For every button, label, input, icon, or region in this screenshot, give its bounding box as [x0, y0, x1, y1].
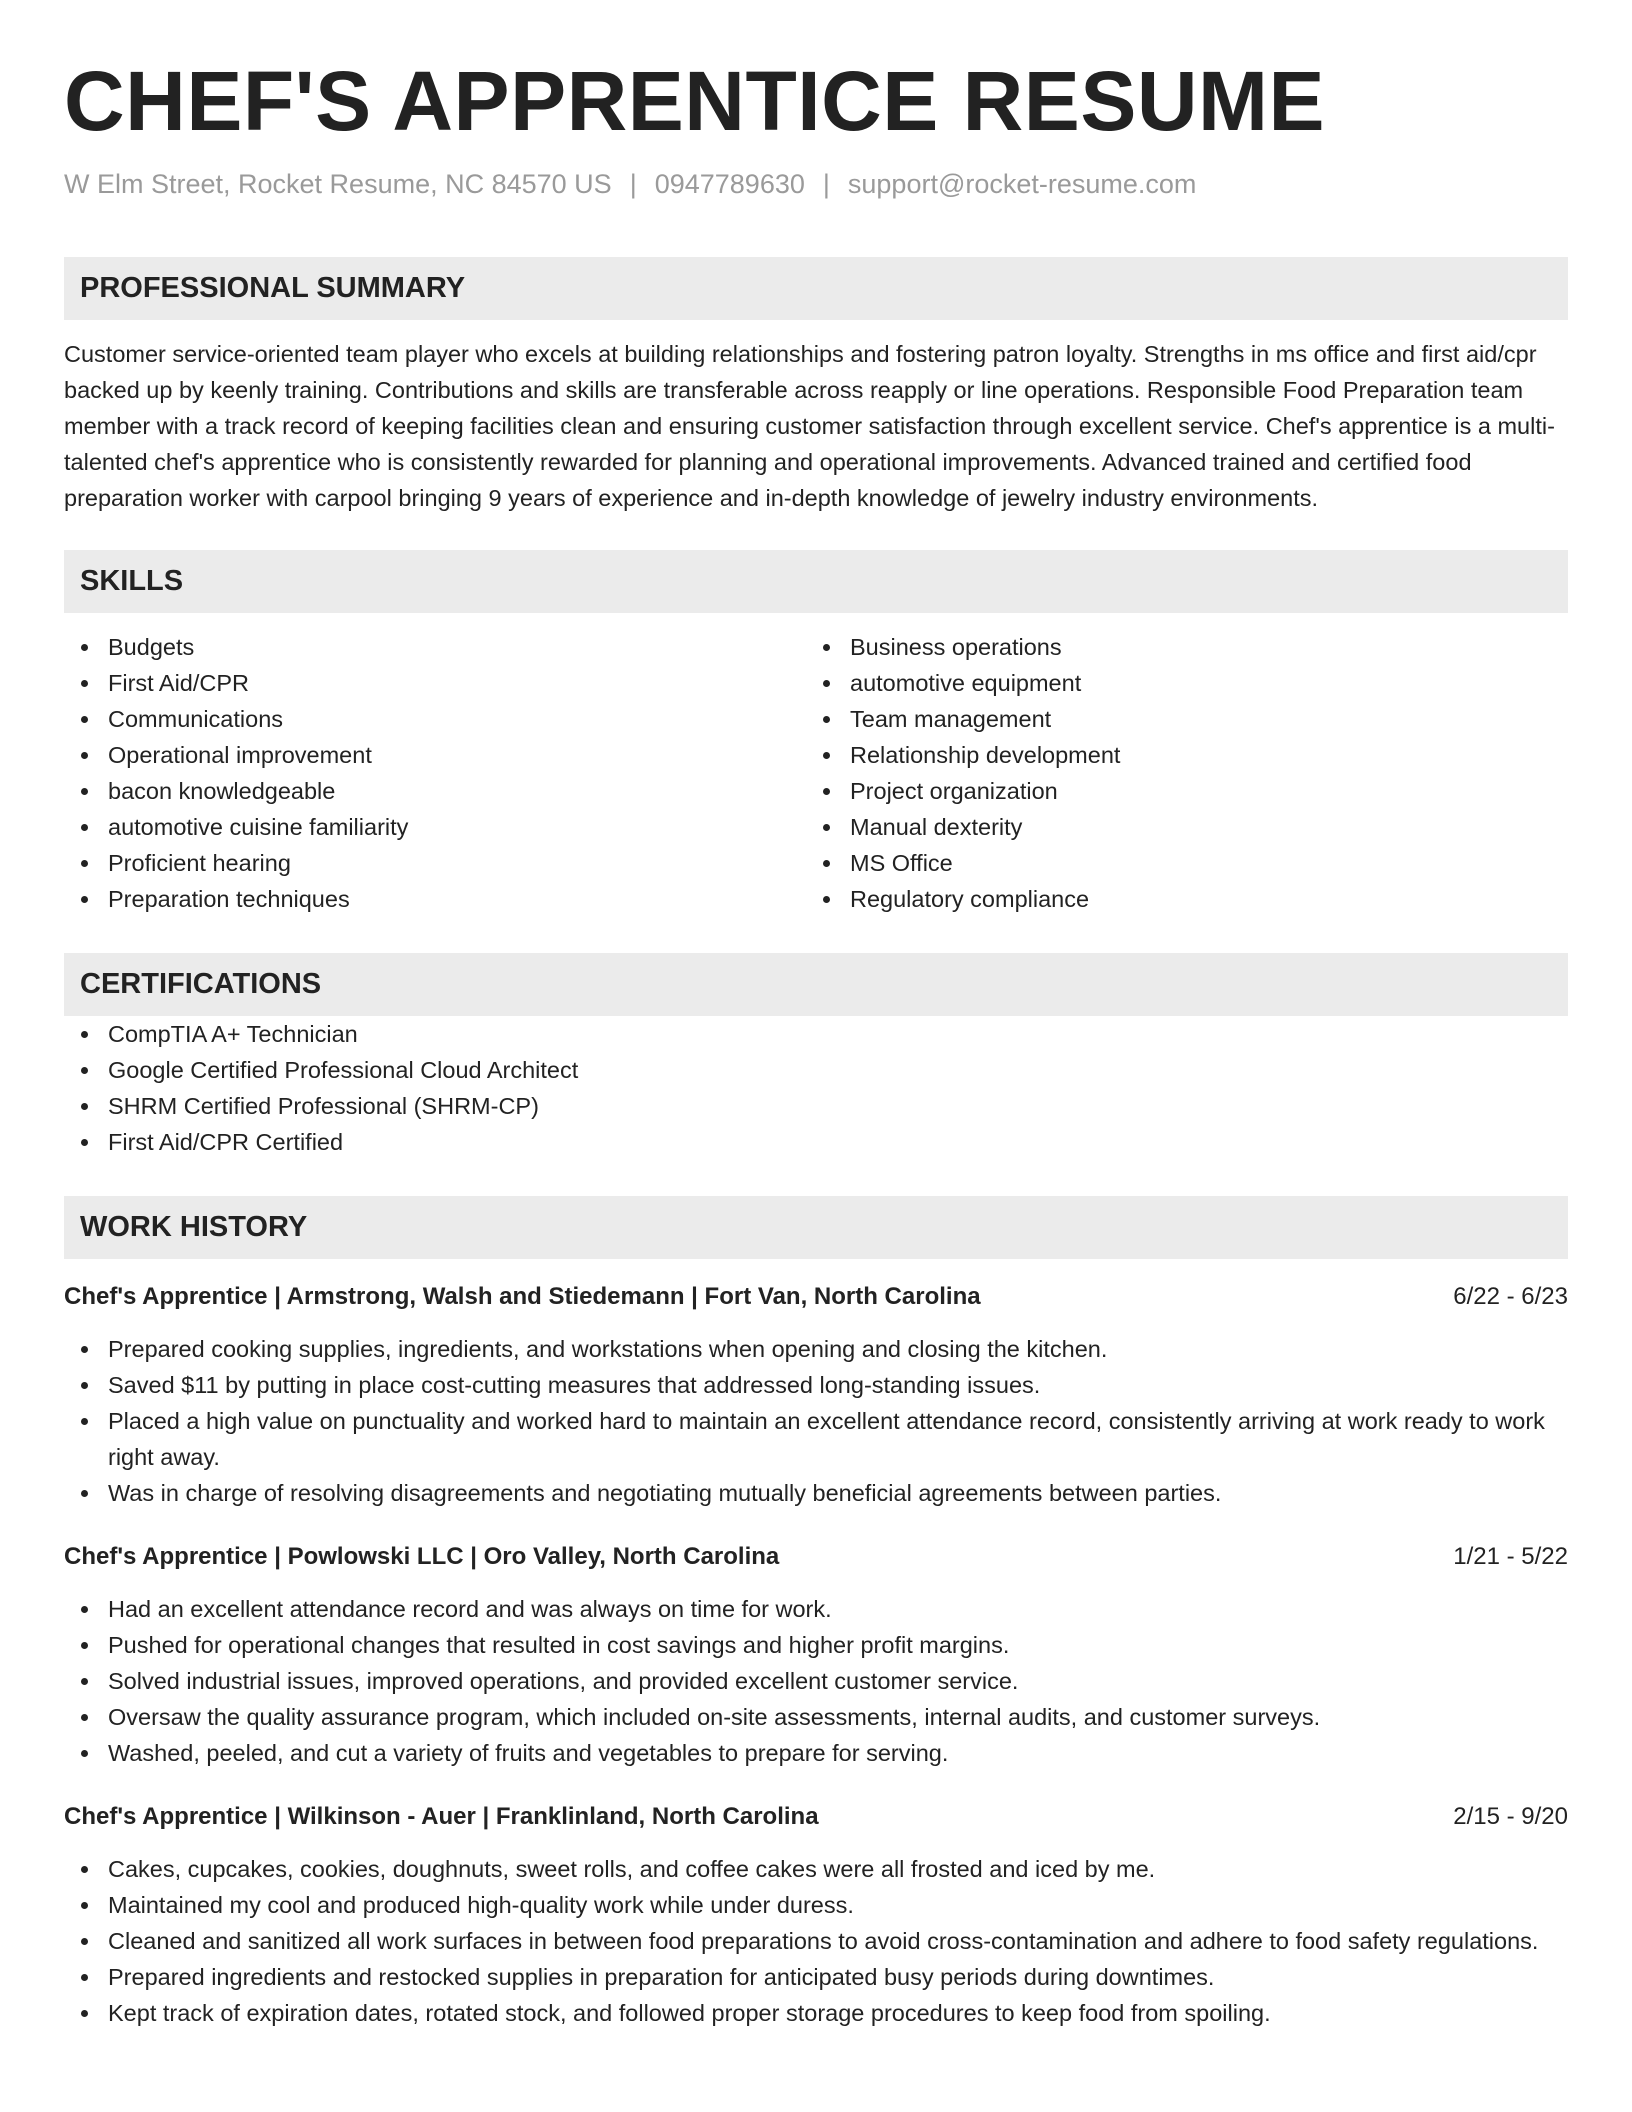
job-duty: Prepared ingredients and restocked supplies in preparation for anticipated busy periods during downtimes.	[64, 1959, 1568, 1995]
job-duty: Kept track of expiration dates, rotated stock, and followed proper storage procedures to keep food from spoiling.	[64, 1995, 1568, 2031]
summary-heading: PROFESSIONAL SUMMARY	[64, 257, 1568, 320]
job-dates: 2/15 - 9/20	[1453, 1803, 1568, 1831]
job-title: Chef's Apprentice | Armstrong, Walsh and Stiedemann | Fort Van, North Carolina	[64, 1283, 981, 1311]
skill-item: automotive equipment	[806, 665, 1548, 701]
contact-address: W Elm Street, Rocket Resume, NC 84570 US	[64, 169, 612, 200]
skills-column-left	[64, 629, 806, 917]
skill-item: Project organization	[806, 773, 1548, 809]
job-entry	[64, 1799, 1568, 2031]
contact-email: support@rocket-resume.com	[847, 169, 1197, 200]
job-duty: Oversaw the quality assurance program, which included on-site assessments, internal audits, and customer surveys.	[64, 1699, 1568, 1735]
skill-item: Budgets	[64, 629, 806, 665]
job-header	[64, 1279, 1568, 1315]
job-duties	[64, 1851, 1568, 2031]
job-duty: Maintained my cool and produced high-quality work while under duress.	[64, 1887, 1568, 1923]
skills-list	[64, 629, 1568, 917]
job-entry	[64, 1279, 1568, 1511]
skill-item: Regulatory compliance	[806, 881, 1548, 917]
work-history-heading: WORK HISTORY	[64, 1196, 1568, 1259]
job-duty: Cakes, cupcakes, cookies, doughnuts, sweet rolls, and coffee cakes were all frosted and iced by me.	[64, 1851, 1568, 1887]
skill-item: Communications	[64, 701, 806, 737]
certification-item: CompTIA A+ Technician	[64, 1016, 1568, 1052]
certification-item: SHRM Certified Professional (SHRM-CP)	[64, 1088, 1568, 1124]
job-duty: Placed a high value on punctuality and worked hard to maintain an excellent attendance record, consistently arriving at work ready to work right away.	[64, 1403, 1568, 1475]
skills-heading: SKILLS	[64, 550, 1568, 613]
job-duty: Was in charge of resolving disagreements and negotiating mutually beneficial agreements between parties.	[64, 1475, 1568, 1511]
job-duty: Had an excellent attendance record and was always on time for work.	[64, 1591, 1568, 1627]
skill-item: automotive cuisine familiarity	[64, 809, 806, 845]
job-duties	[64, 1591, 1568, 1771]
contact-separator: |	[629, 169, 637, 200]
job-dates: 1/21 - 5/22	[1453, 1543, 1568, 1571]
job-entry	[64, 1539, 1568, 1771]
job-duty: Pushed for operational changes that resulted in cost savings and higher profit margins.	[64, 1627, 1568, 1663]
skill-item: Proficient hearing	[64, 845, 806, 881]
job-duty: Solved industrial issues, improved operations, and provided excellent customer service.	[64, 1663, 1568, 1699]
job-dates: 6/22 - 6/23	[1453, 1283, 1568, 1311]
skill-item: First Aid/CPR	[64, 665, 806, 701]
certifications-heading: CERTIFICATIONS	[64, 953, 1568, 1016]
resume-title: CHEF'S APPRENTICE RESUME	[64, 54, 1326, 148]
summary-text: Customer service-oriented team player who excels at building relationships and fostering patron loyalty. Strengths in ms office and first aid/cpr backed up by keenly training. Contributions and skills are transferable across reapply or line operations. Responsible Food Preparation team member with a track record of keeping facilities clean and ensuring customer satisfaction through excellent service. Chef's apprentice is a multi-talented chef's apprentice who is consistently rewarded for planning and operational improvements. Advanced trained and certified food preparation worker with carpool bringing 9 years of experience and in-depth knowledge of jewelry industry environments.	[64, 341, 1555, 512]
job-duty: Prepared cooking supplies, ingredients, and workstations when opening and closing the kitchen.	[64, 1331, 1568, 1367]
work-history-list	[64, 1279, 1568, 2031]
job-duties	[64, 1331, 1568, 1511]
certification-item: First Aid/CPR Certified	[64, 1124, 1568, 1160]
skills-column-right	[806, 629, 1548, 917]
skill-item: Preparation techniques	[64, 881, 806, 917]
skill-item: Team management	[806, 701, 1548, 737]
job-duty: Saved $11 by putting in place cost-cutting measures that addressed long-standing issues.	[64, 1367, 1568, 1403]
skill-item: Manual dexterity	[806, 809, 1548, 845]
skill-item: Business operations	[806, 629, 1548, 665]
contact-separator: |	[822, 169, 830, 200]
job-title: Chef's Apprentice | Wilkinson - Auer | Franklinland, North Carolina	[64, 1803, 819, 1831]
skill-item: Relationship development	[806, 737, 1548, 773]
job-duty: Washed, peeled, and cut a variety of fruits and vegetables to prepare for serving.	[64, 1735, 1568, 1771]
contact-phone: 0947789630	[654, 169, 805, 200]
certification-item: Google Certified Professional Cloud Architect	[64, 1052, 1568, 1088]
job-header	[64, 1799, 1568, 1835]
job-duty: Cleaned and sanitized all work surfaces in between food preparations to avoid cross-contamination and adhere to food safety regulations.	[64, 1923, 1568, 1959]
certifications-list	[64, 1016, 1568, 1160]
skill-item: MS Office	[806, 845, 1548, 881]
skill-item: bacon knowledgeable	[64, 773, 806, 809]
contact-line	[64, 169, 1568, 200]
skill-item: Operational improvement	[64, 737, 806, 773]
job-header	[64, 1539, 1568, 1575]
job-title: Chef's Apprentice | Powlowski LLC | Oro Valley, North Carolina	[64, 1543, 780, 1571]
